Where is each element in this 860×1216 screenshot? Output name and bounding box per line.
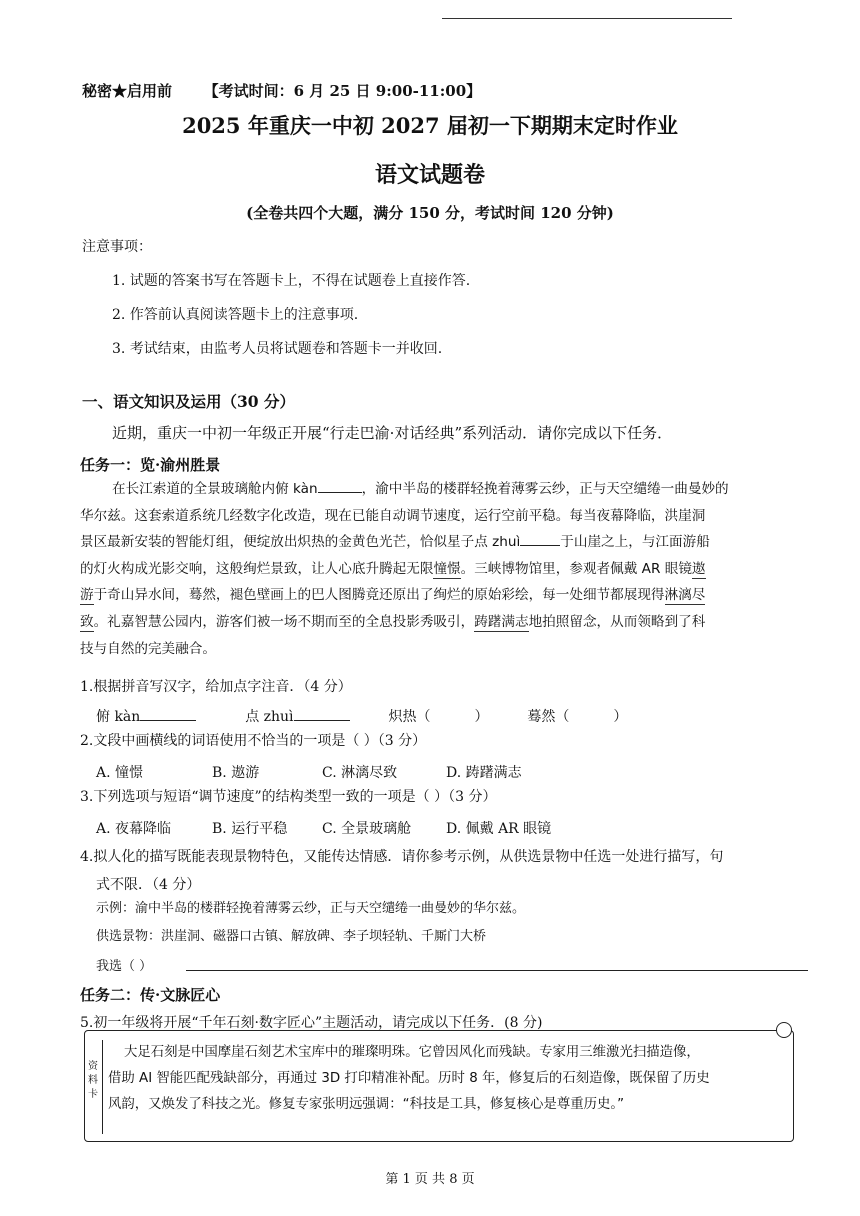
q1-item-c: 炽热（ — [388, 709, 431, 725]
notice-item-3: 3. 考试结束，由监考人员将试题卷和答题卡一并收回. — [112, 341, 443, 357]
underlined-word-3b: 致 — [80, 613, 94, 630]
q2-option-a[interactable]: A. 憧憬 — [96, 765, 144, 781]
q4-stem-1: 4.拟人化的描写既能表现景物特色，又能传达情感．请你参考示例，从供选景物中任选一处进行描写，句 — [80, 849, 724, 865]
q4-stem-2: 式不限．（4 分） — [96, 877, 201, 893]
task2-heading: 任务二：传·文脉匠心 — [80, 986, 221, 1004]
notice-item-1: 1. 试题的答案书写在答题卡上，不得在试题卷上直接作答. — [112, 273, 471, 289]
q2-stem: 2.文段中画横线的词语使用不恰当的一项是（ ）（3 分） — [80, 733, 427, 749]
underlined-word-2b: 游 — [80, 587, 94, 604]
q4-answer-label: 我选（ ） — [96, 959, 153, 974]
notice-item-2: 2. 作答前认真阅读答题卡上的注意事项. — [112, 307, 359, 323]
material-card-text — [108, 1040, 792, 1118]
blank-zhui[interactable] — [520, 531, 560, 546]
q1-item-b: 点 zhuì — [245, 709, 294, 725]
scroll-curl-icon — [776, 1022, 792, 1038]
card-line-2: 借助 AI 智能匹配残缺部分，再通过 3D 打印精准补配。历时 8 年，修复后的石刻造像，既保留了历史 — [108, 1071, 710, 1086]
q1-stem: 1.根据拼音写汉字，给加点字注音．（4 分） — [80, 679, 352, 695]
underlined-word-2a: 遨 — [691, 560, 706, 577]
q1-item-a: 俯 kàn — [96, 709, 141, 725]
q1-items: 俯 kàn 点 zhuì 炽热（ ） 蓦然（ ） — [96, 706, 796, 726]
exam-title: 2025 年重庆一中初 2027 届初一下期期末定时作业 — [182, 113, 678, 138]
q4-choices: 供选景物：洪崖洞、磁器口古镇、解放碑、李子坝轻轨、千厮门大桥 — [96, 929, 487, 944]
card-line-1: 大足石刻是中国摩崖石刻艺术宝库中的璀璨明珠。它曾因风化而残缺。专家用三维激光扫描造像， — [124, 1045, 700, 1060]
subject-title: 语文试题卷 — [374, 162, 485, 188]
q2-options — [96, 762, 522, 782]
q3-option-c[interactable]: C. 全景玻璃舱 — [322, 821, 412, 837]
blank-kan[interactable] — [318, 478, 362, 493]
q1-blank-b[interactable] — [294, 706, 350, 721]
q2-option-c[interactable]: C. 淋漓尽致 — [322, 765, 398, 781]
q4-answer-line[interactable] — [186, 970, 808, 971]
q5-stem: 5.初一年级将开展“千年石刻·数字匠心”主题活动，请完成以下任务．(8 分) — [80, 1015, 543, 1031]
q3-options — [96, 818, 551, 838]
passage: 在长江索道的全景玻璃舱内俯 kàn ，渝中半岛的楼群轻挽着薄雾云纱，正与天空缱绻一曲曼妙的 华尔兹。这套索道系统几经数字化改造，现在已能自动调节速度，运行空前平稳。每当夜幕降临，洪崖洞 景区最新安装的智能灯组，便绽放出炽热的金黄色光芒，恰似星子点 zhuì 于山崖之上，与江面游船 的灯火构成光影交响，这般绚烂景致，让人心底升腾起无限憧憬。三峡博物馆里，参观者佩戴 AR 眼镜遨 游于奇山异水间，蓦然，褪色壁画上的巴人图腾竟还原出了绚烂的原始彩绘，每一处细节都展现得淋漓尽 致。礼嘉智慧公园内，游客们被一场不期而至的全息投影秀吸引，踌躇满志地拍照留念，从而领略到了科 技与自然的完美融合。 — [80, 476, 812, 662]
section1-intro: 近期，重庆一中初一年级正开展“行走巴渝·对话经典”系列活动．请你完成以下任务． — [112, 424, 673, 442]
q3-option-a[interactable]: A. 夜幕降临 — [96, 821, 172, 837]
q2-option-d[interactable]: D. 踌躇满志 — [446, 765, 522, 781]
exam-subtitle: (全卷共四个大题，满分 150 分，考试时间 120 分钟) — [246, 204, 614, 222]
q2-option-b[interactable]: B. 遨游 — [212, 765, 260, 781]
q3-option-b[interactable]: B. 运行平稳 — [212, 821, 288, 837]
q1-blank-a[interactable] — [140, 706, 196, 721]
card-line-3: 风韵，又焕发了科技之光。修复专家张明远强调：“科技是工具，修复核心是尊重历史。” — [108, 1097, 625, 1112]
section1-heading: 一、语文知识及运用（30 分） — [82, 392, 295, 411]
underlined-word-3a: 淋漓尽 — [664, 587, 706, 604]
top-rule — [442, 18, 732, 19]
q3-stem: 3.下列选项与短语“调节速度”的结构类型一致的一项是（ ）（3 分） — [80, 789, 497, 805]
page-footer: 第 1 页 共 8 页 — [385, 1172, 475, 1187]
q4-example: 示例：渝中半岛的楼群轻挽着薄雾云纱，正与天空缱绻一曲曼妙的华尔兹。 — [96, 901, 526, 916]
exam-header-line — [82, 80, 481, 101]
q1-item-d: 蓦然（ — [527, 709, 570, 725]
task1-heading: 任务一：览·渝州胜景 — [80, 456, 221, 474]
confidential-label: 秘密★启用前 — [82, 82, 173, 100]
underlined-word-4: 踌躇满志 — [474, 613, 529, 630]
material-card-label: 资料卡 — [88, 1061, 98, 1100]
notice-heading: 注意事项： — [82, 239, 152, 255]
q3-option-d[interactable]: D. 佩戴 AR 眼镜 — [446, 821, 552, 837]
exam-time: 【考试时间：6 月 25 日 9:00-11:00】 — [203, 82, 482, 100]
underlined-word-1: 憧憬 — [433, 560, 461, 577]
